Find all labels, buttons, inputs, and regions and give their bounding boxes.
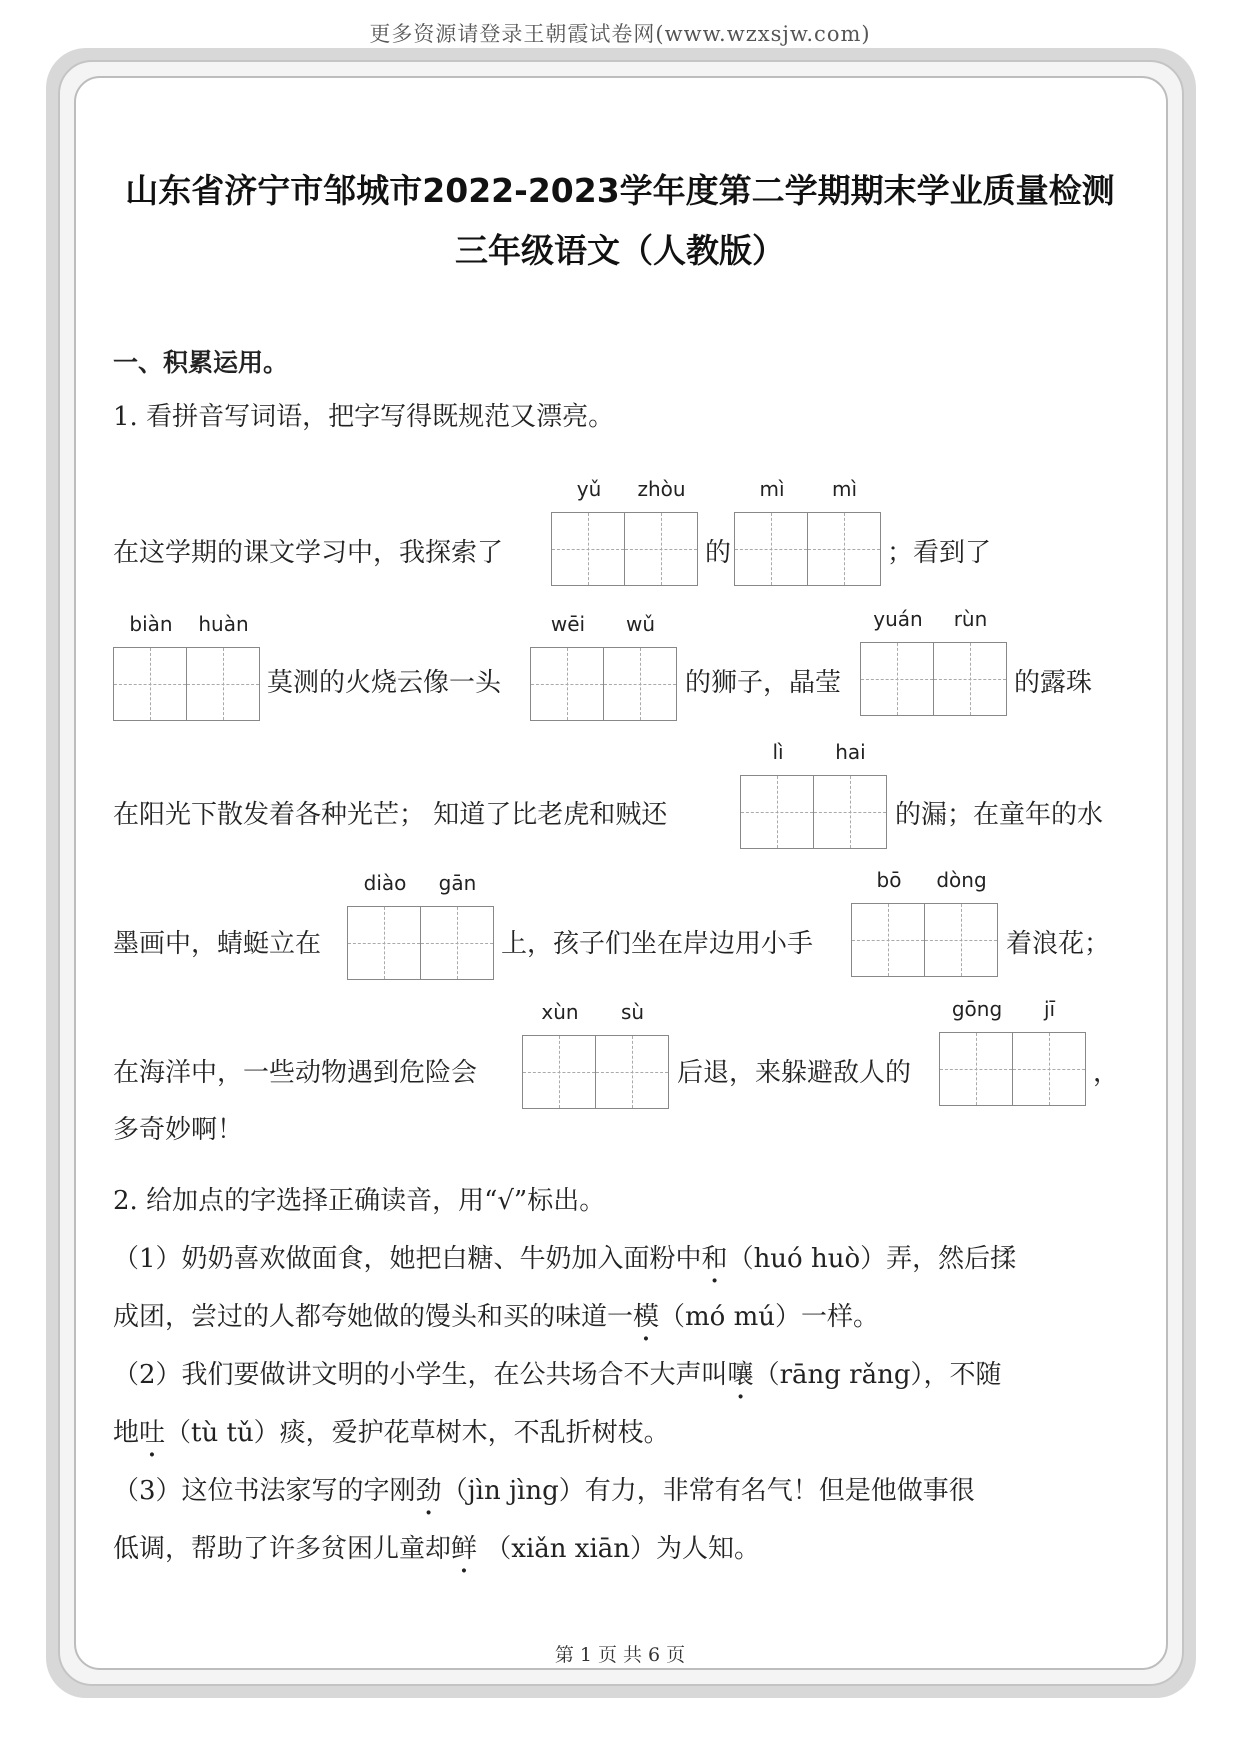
page-number: 第 1 页 共 6 页: [554, 1644, 686, 1666]
writing-grid-diaogan[interactable]: [347, 871, 492, 980]
pinyin-label: wēi: [550, 612, 586, 636]
q1-text: 墨画中，蜻蜓立在: [113, 929, 322, 959]
pinyin-label: sù: [620, 1000, 645, 1024]
q1-text: 在这学期的课文学习中，我探索了: [113, 538, 504, 568]
dotted-char: 劲: [415, 1476, 442, 1506]
q2-text: （3）这位书法家写的字刚: [113, 1476, 416, 1506]
pinyin-label: huàn: [198, 612, 249, 636]
q2-text: （jìn jìng）有力，非常有名气！但是他做事很: [441, 1476, 975, 1506]
writing-grid-bodong[interactable]: [851, 868, 996, 977]
writing-cell[interactable]: [924, 868, 998, 977]
pinyin-label: xùn: [541, 1000, 579, 1024]
q2-text: 低调，帮助了许多贫困儿童却: [113, 1534, 452, 1564]
q2-text: （huó huò）弄，然后揉: [727, 1244, 1017, 1274]
q1-text: ；看到了: [887, 538, 992, 568]
writing-cell[interactable]: [1012, 997, 1086, 1106]
q1-text: 着浪花；: [1006, 929, 1111, 959]
q2-line: [113, 1418, 670, 1448]
writing-cell[interactable]: [740, 740, 814, 849]
question-2-prompt: 2. 给加点的字选择正确读音，用“√”标出。: [113, 1186, 606, 1216]
watermark: 更多资源请登录王朝霞试卷网(www.wzxsjw.com): [369, 22, 871, 46]
pinyin-label: mì: [831, 477, 858, 501]
writing-cell[interactable]: [530, 612, 604, 721]
dotted-char: 和: [701, 1244, 728, 1274]
q2-text: （rāng rǎng），不随: [753, 1360, 1002, 1390]
q2-text: （mó mú）一样。: [659, 1302, 880, 1332]
writing-cell[interactable]: [347, 871, 421, 980]
q2-line: [113, 1244, 1016, 1274]
writing-cell[interactable]: [186, 612, 260, 721]
q1-text: 的露珠: [1014, 668, 1093, 698]
pinyin-label: lì: [772, 740, 784, 764]
writing-cell[interactable]: [813, 740, 887, 849]
dotted-char: 模: [633, 1302, 660, 1332]
pinyin-label: diào: [363, 871, 407, 895]
pinyin-label: wǔ: [625, 612, 656, 636]
writing-cell[interactable]: [939, 997, 1013, 1106]
writing-grid-weiwu[interactable]: [530, 612, 675, 721]
q2-text: （2）我们要做讲文明的小学生，在公共场合不大声叫: [113, 1360, 728, 1390]
pinyin-label: rùn: [953, 607, 988, 631]
q2-text: （xiǎn xiān）为人知。: [477, 1534, 761, 1564]
pinyin-label: biàn: [129, 612, 173, 636]
pinyin-label: yǔ: [576, 477, 602, 501]
q1-text: 上，孩子们坐在岸边用小手: [501, 929, 814, 959]
writing-grid-lihai[interactable]: [740, 740, 885, 849]
q1-text: 多奇妙啊！: [113, 1115, 244, 1145]
question-1-prompt: 1. 看拼音写词语，把字写得既规范又漂亮。: [113, 402, 615, 432]
q1-text: 莫测的火烧云像一头: [267, 668, 502, 698]
writing-cell[interactable]: [595, 1000, 669, 1109]
writing-cell[interactable]: [113, 612, 187, 721]
writing-cell[interactable]: [420, 871, 494, 980]
q2-text: 地: [113, 1418, 140, 1448]
exam-subtitle: 三年级语文（人教版）: [455, 231, 785, 270]
pinyin-label: yuán: [873, 607, 923, 631]
writing-cell[interactable]: [851, 868, 925, 977]
writing-grid-yuanrun[interactable]: [860, 607, 1005, 716]
q1-text: 的狮子，晶莹: [685, 668, 842, 698]
q1-text: ，: [1093, 1058, 1120, 1088]
q1-text: 的漏；在童年的水: [895, 800, 1104, 830]
writing-cell[interactable]: [522, 1000, 596, 1109]
writing-grid-xunsu[interactable]: [522, 1000, 667, 1109]
q1-text: 的: [705, 538, 732, 568]
q2-line: [113, 1302, 879, 1332]
exam-title: 山东省济宁市邹城市2022-2023学年度第二学期期末学业质量检测: [125, 171, 1115, 210]
dotted-char: 吐: [139, 1418, 166, 1448]
writing-cell[interactable]: [860, 607, 934, 716]
writing-cell[interactable]: [551, 477, 625, 586]
q2-line: [113, 1476, 975, 1506]
writing-cell[interactable]: [624, 477, 698, 586]
pinyin-label: gōng: [951, 997, 1003, 1021]
q1-text: 后退，来躲避敌人的: [677, 1058, 912, 1088]
pinyin-label: gān: [438, 871, 477, 895]
writing-cell[interactable]: [603, 612, 677, 721]
q2-line: [113, 1360, 1001, 1390]
q2-line: [113, 1534, 760, 1564]
writing-cell[interactable]: [734, 477, 808, 586]
q2-text: （1）奶奶喜欢做面食，她把白糖、牛奶加入面粉中: [113, 1244, 702, 1274]
pinyin-label: mì: [759, 477, 785, 501]
section-heading: 一、积累运用。: [113, 348, 289, 377]
q2-text: （tù tǔ）痰，爱护花草树木，不乱折树枝。: [165, 1418, 670, 1448]
q2-text: 成团，尝过的人都夸她做的馒头和买的味道一: [113, 1302, 634, 1332]
writing-cell[interactable]: [933, 607, 1007, 716]
writing-grid-gongji[interactable]: [939, 997, 1084, 1106]
writing-grid-mimi[interactable]: [734, 477, 879, 586]
writing-cell[interactable]: [807, 477, 881, 586]
pinyin-label: zhòu: [637, 477, 686, 501]
q1-text: 在海洋中，一些动物遇到危险会: [113, 1058, 478, 1088]
q1-text: 在阳光下散发着各种光芒； 知道了比老虎和贼还: [113, 800, 668, 830]
dotted-char: 嚷: [727, 1360, 754, 1390]
pinyin-label: hai: [835, 740, 866, 764]
pinyin-label: dòng: [936, 868, 987, 892]
writing-grid-yuzhou[interactable]: [551, 477, 696, 586]
dotted-char: 鲜: [451, 1534, 478, 1564]
pinyin-label: bō: [876, 868, 902, 892]
writing-grid-bianhuan[interactable]: [113, 612, 258, 721]
pinyin-label: jī: [1043, 997, 1056, 1021]
